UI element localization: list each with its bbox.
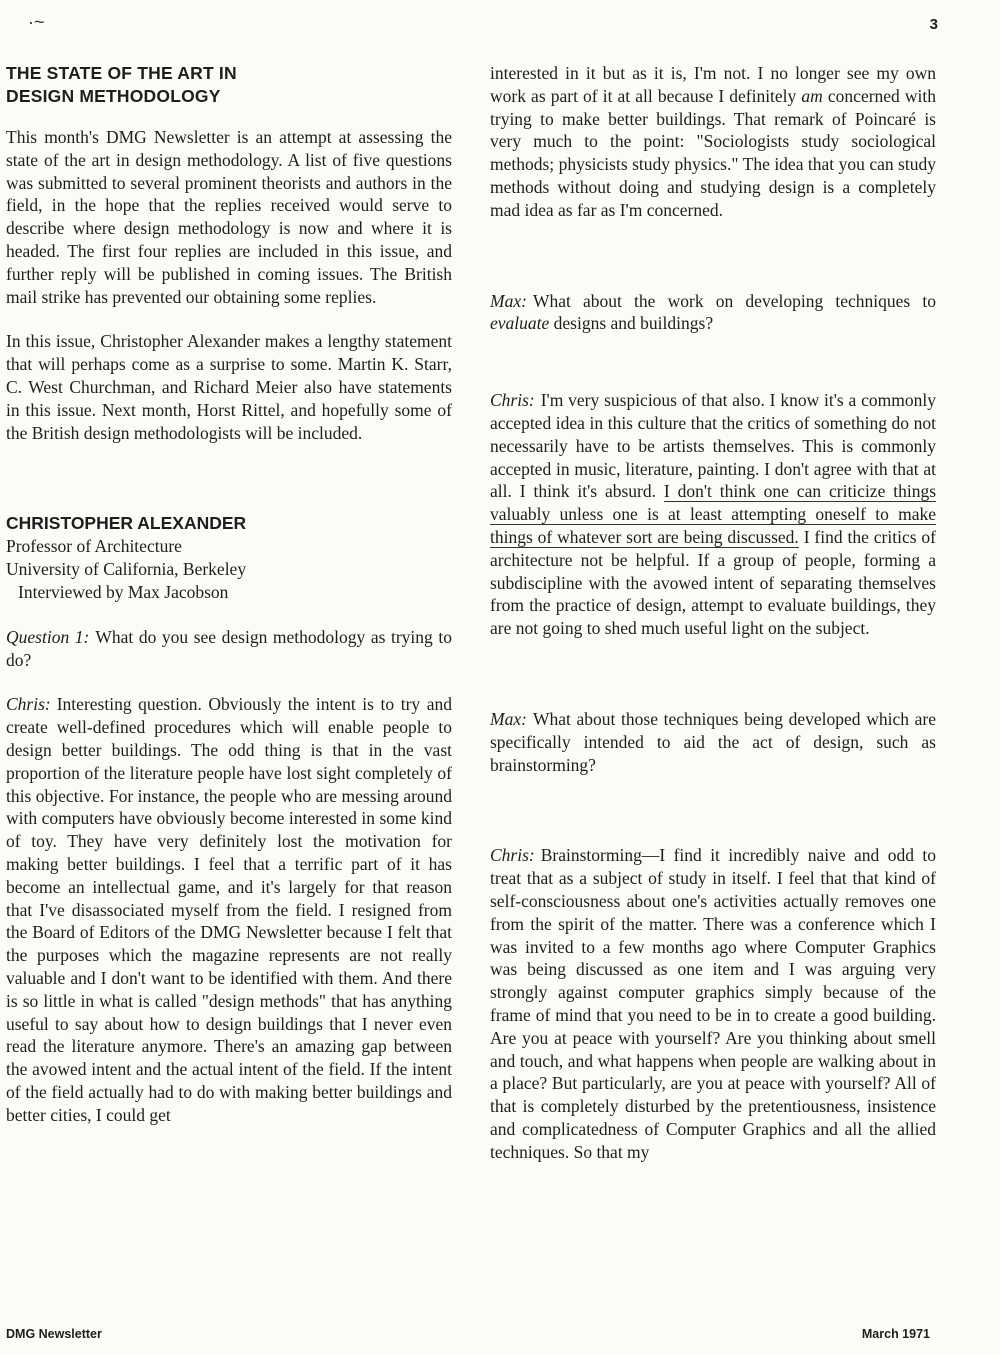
question-3-text: What about those techniques being developed which are specifically intended to aid the act of design, such as brainstorming? [490,708,936,775]
answer-3 [490,844,936,1163]
answer-2 [490,389,936,640]
answer-1-emphasis: am [801,85,823,106]
author-affiliation: University of California, Berkeley [6,559,247,580]
answer-2-speaker: Chris: [490,390,535,411]
answer-1-text: Interesting question. Obviously the intent is to try and create well-defined procedures which will enable people to design better buildings. The odd thing is that in the vast proportion of the literature people have lost sight completely of this objective. For instance, the people who are messing around with computers have obviously become interested in some kind of toy. They have very definitely lost the motivation for making better buildings. I feel that a terrific part of it has become an intellectual game, and it's largely for that reason that I've disassociated myself from the field. I resigned from the Board of Editors of the DMG Newsletter because I felt that the purposes which the magazine represents are not really valuable and I don't want to be identified with them. And there is so little in what is called "design methods" that has anything useful to say about how to design buildings that I never even read the literature anymore. There's an amazing gap between the avowed intent and the actual intent of the field. If the intent of the field actually had to do with making better buildings and better cities, I could get [6,694,452,1125]
question-2-speaker: Max: [490,290,527,311]
question-1 [6,626,452,672]
answer-1-speaker: Chris: [6,694,51,715]
answer-2-underlined-text: I don't think one can criticize things valuably unless one is at least attempting oneself to make things of whatever sort are being discussed. [490,481,937,547]
article-title-line-2: DESIGN METHODOLOGY [6,86,221,106]
footer-date: March 1971 [861,1327,930,1341]
question-1-speaker: Question 1: [6,626,90,647]
answer-1-continued-text: interested in it but as it is, I'm not. I no longer see my own work as part of it at all because I definitely [490,63,936,106]
question-2-emphasis: evaluate [490,313,550,334]
question-3-speaker: Max: [490,708,527,729]
article-title-line-1: THE STATE OF THE ART IN [6,63,237,83]
intro-paragraph-2: In this issue, Christopher Alexander makes a lengthy statement that will perhaps come as a surprise to some. Martin K. Starr, C. West Churchman, and Richard Meier also have statements in this issue. Next month, Horst Rittel, and hopefully some of the British design methodologists will be included. [6,331,452,443]
left-column [6,62,452,1126]
right-column [490,62,936,1163]
author-title: Professor of Architecture [6,536,182,557]
article-title [6,62,452,108]
author-block [6,512,452,603]
page-number: 3 [929,16,938,33]
interviewer-credit: Interviewed by Max Jacobson [18,581,229,602]
answer-1 [6,693,452,1126]
corner-mark: ·~ [28,12,45,32]
question-3 [490,708,936,776]
question-1-text: What do you see design methodology as trying to do? [6,626,452,670]
footer-publication: DMG Newsletter [6,1327,102,1341]
answer-1-continued-text-2: concerned with trying to make better buildings. That remark of Poincaré is very much to the point: "Sociologists study sociological methods; physicists study physics." The idea that you can study methods without doing and studying design is a completely mad idea as far as I'm concerned. [490,85,937,220]
answer-2-text-b: I find the critics of architecture not be helpful. If a group of people, forming a subdiscipline with the avowed intent of separating themselves from the practice of design, attempt to evaluate buildings, they are not going to shed much useful light on the subject. [490,526,937,639]
question-2-text-a: What about the work on developing techniques to [532,290,936,311]
question-2-text-b: designs and buildings? [553,313,714,334]
answer-2-text-a: I'm very suspicious of that also. I know it's a commonly accepted idea in this culture that the critics of something do not necessarily have to be artists themselves. This is commonly accepted in music, literature, painting. I don't agree with that at all. I think it's absurd. [490,390,936,502]
answer-3-speaker: Chris: [490,845,535,866]
answer-3-text: Brainstorming—I find it incredibly naive and odd to treat that as a subject of study in itself. I feel that that kind of self-consciousness about one's activities actually removes one from the spirit of the matter. There was a conference which I was invited to a few months ago where Computer Graphics was being discussed as one item and I was arguing very strongly against computer graphics simply because of the frame of mind that you need to be in to create a good building. Are you at peace with yourself? Are you thinking about smell and touch, and what happens when people are walking about in a place? But particularly, are you at peace with yourself? All of that is completely disturbed by the pretentiousness, insistence and complicatedness of Computer Graphics and all the allied techniques. So that my [490,845,936,1162]
question-2 [490,290,936,336]
intro-paragraph-1: This month's DMG Newsletter is an attempt at assessing the state of the art in design methodology. A list of five questions was submitted to several prominent theorists and authors in the field, in the hope that the replies received would serve to describe where design methodology is now and where it is headed. The first four replies are included in this issue, and further reply will be published in coming issues. The British mail strike has prevented our obtaining some replies. [6,127,452,307]
author-name: CHRISTOPHER ALEXANDER [6,513,247,534]
answer-1-continued [490,62,936,222]
